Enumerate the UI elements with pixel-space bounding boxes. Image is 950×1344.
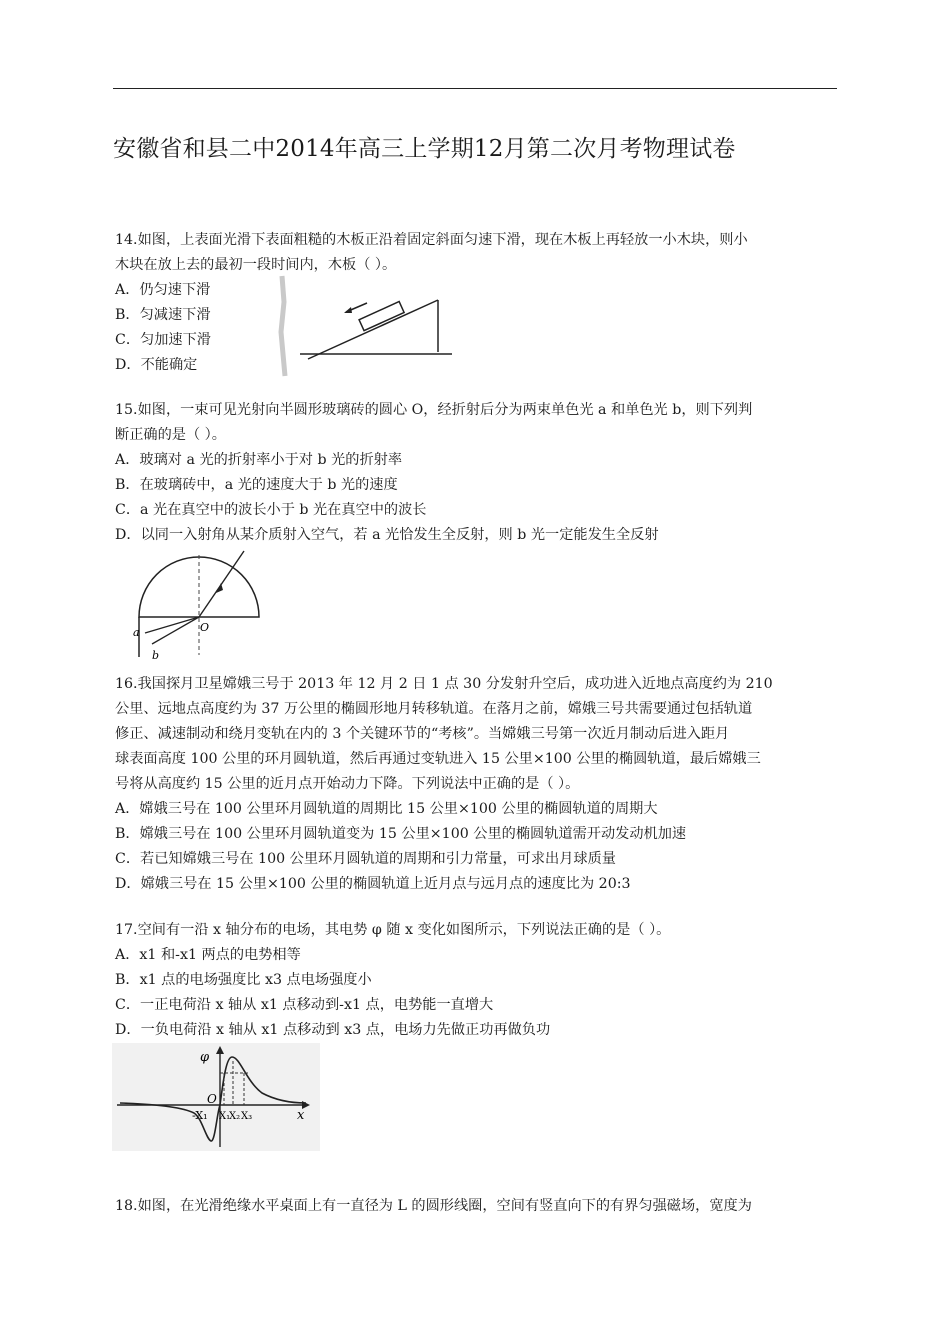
question-text: 修正、减速制动和绕月变轨在内的 3 个关键环节的“考核”。当嫦娥三号第一次近月制动后进入距月 [115, 726, 730, 742]
label-x1: X₁ [219, 1111, 231, 1122]
option-d: D．以同一入射角从某介质射入空气，若 a 光恰发生全反射，则 b 光一定能发生全反射 [115, 527, 659, 543]
question-text: 断正确的是（ ）。 [115, 427, 226, 443]
option-b: B．x1 点的电场强度比 x3 点电场强度小 [115, 972, 372, 988]
question-17 [115, 918, 840, 1043]
option-b: B．匀减速下滑 [115, 307, 211, 323]
question-18 [115, 1194, 840, 1219]
label-o: O [200, 621, 210, 634]
question-text: 公里、远地点高度约为 37 万公里的椭圆形地月转移轨道。在落月之前，嫦娥三号共需要通过包括轨道 [115, 701, 753, 717]
question-14 [115, 228, 840, 378]
page-title: 安徽省和县二中2014年高三上学期12月第二次月考物理试卷 [113, 136, 736, 162]
option-a: A．嫦娥三号在 100 公里环月圆轨道的周期比 15 公里×100 公里的椭圆轨道的周期大 [115, 801, 658, 817]
option-d: D．一负电荷沿 x 轴从 x1 点移动到 x3 点，电场力先做正功再做负功 [115, 1022, 551, 1038]
ray-b [152, 617, 199, 644]
ray-a [145, 617, 199, 633]
incline-figure [272, 272, 462, 378]
question-text: 球表面高度 100 公里的环月圆轨道，然后再通过变轨进入 15 公里×100 公里的椭圆轨道，最后嫦娥三 [115, 751, 761, 767]
option-d: D．嫦娥三号在 15 公里×100 公里的椭圆轨道上近月点与远月点的速度比为 20:3 [115, 876, 631, 892]
potential-graph-figure [112, 1043, 320, 1151]
option-b: B．嫦娥三号在 100 公里环月圆轨道变为 15 公里×100 公里的椭圆轨道需开动发动机加速 [115, 826, 687, 842]
label-x2: X₂ [229, 1111, 241, 1122]
label-x: x [297, 1108, 305, 1123]
semicircle-glass-figure [112, 545, 272, 663]
option-b: B．在玻璃砖中，a 光的速度大于 b 光的速度 [115, 477, 398, 493]
label-x3: X₃ [241, 1111, 253, 1122]
option-a: A．仍匀速下滑 [115, 282, 211, 298]
question-text: 17.空间有一沿 x 轴分布的电场，其电势 φ 随 x 变化如图所示，下列说法正确的是（ ）。 [115, 922, 671, 938]
incline-surface [308, 300, 438, 359]
question-text: 18.如图，在光滑绝缘水平桌面上有一直径为 L 的圆形线圈，空间有竖直向下的有界匀强磁场，宽度为 [115, 1198, 752, 1214]
question-text: 15.如图，一束可见光射向半圆形玻璃砖的圆心 O，经折射后分为两束单色光 a 和单色光 b，则下列判 [115, 402, 753, 418]
scan-edge-line [281, 276, 285, 376]
question-text: 木块在放上去的最初一段时间内，木板（ ）。 [115, 257, 397, 273]
option-a: A．x1 和-x1 两点的电势相等 [115, 947, 301, 963]
option-d: D．不能确定 [115, 357, 198, 373]
option-c: C．一正电荷沿 x 轴从 x1 点移动到-x1 点，电势能一直增大 [115, 997, 494, 1013]
label-a: a [133, 626, 140, 639]
label-phi: φ [200, 1050, 210, 1065]
question-15 [115, 398, 840, 548]
option-c: C．匀加速下滑 [115, 332, 211, 348]
option-c: C．a 光在真空中的波长小于 b 光在真空中的波长 [115, 502, 427, 518]
question-text: 14.如图，上表面光滑下表面粗糙的木板正沿着固定斜面匀速下滑，现在木板上再轻放一小木块，则小 [115, 232, 748, 248]
label-neg-x1: -X₁ [192, 1109, 208, 1122]
question-text: 16.我国探月卫星嫦娥三号于 2013 年 12 月 2 日 1 点 30 分发射升空后，成功进入近地点高度约为 210 [115, 676, 773, 692]
question-16 [115, 672, 840, 897]
arrow-head-icon [344, 307, 352, 313]
question-text: 号将从高度约 15 公里的近月点开始动力下降。下列说法中正确的是（ ）。 [115, 776, 580, 792]
label-o: O [207, 1092, 217, 1106]
header-rule [113, 88, 837, 89]
label-b: b [152, 649, 160, 662]
option-c: C．若已知嫦娥三号在 100 公里环月圆轨道的周期和引力常量，可求出月球质量 [115, 851, 616, 867]
option-a: A．玻璃对 a 光的折射率小于对 b 光的折射率 [115, 452, 403, 468]
